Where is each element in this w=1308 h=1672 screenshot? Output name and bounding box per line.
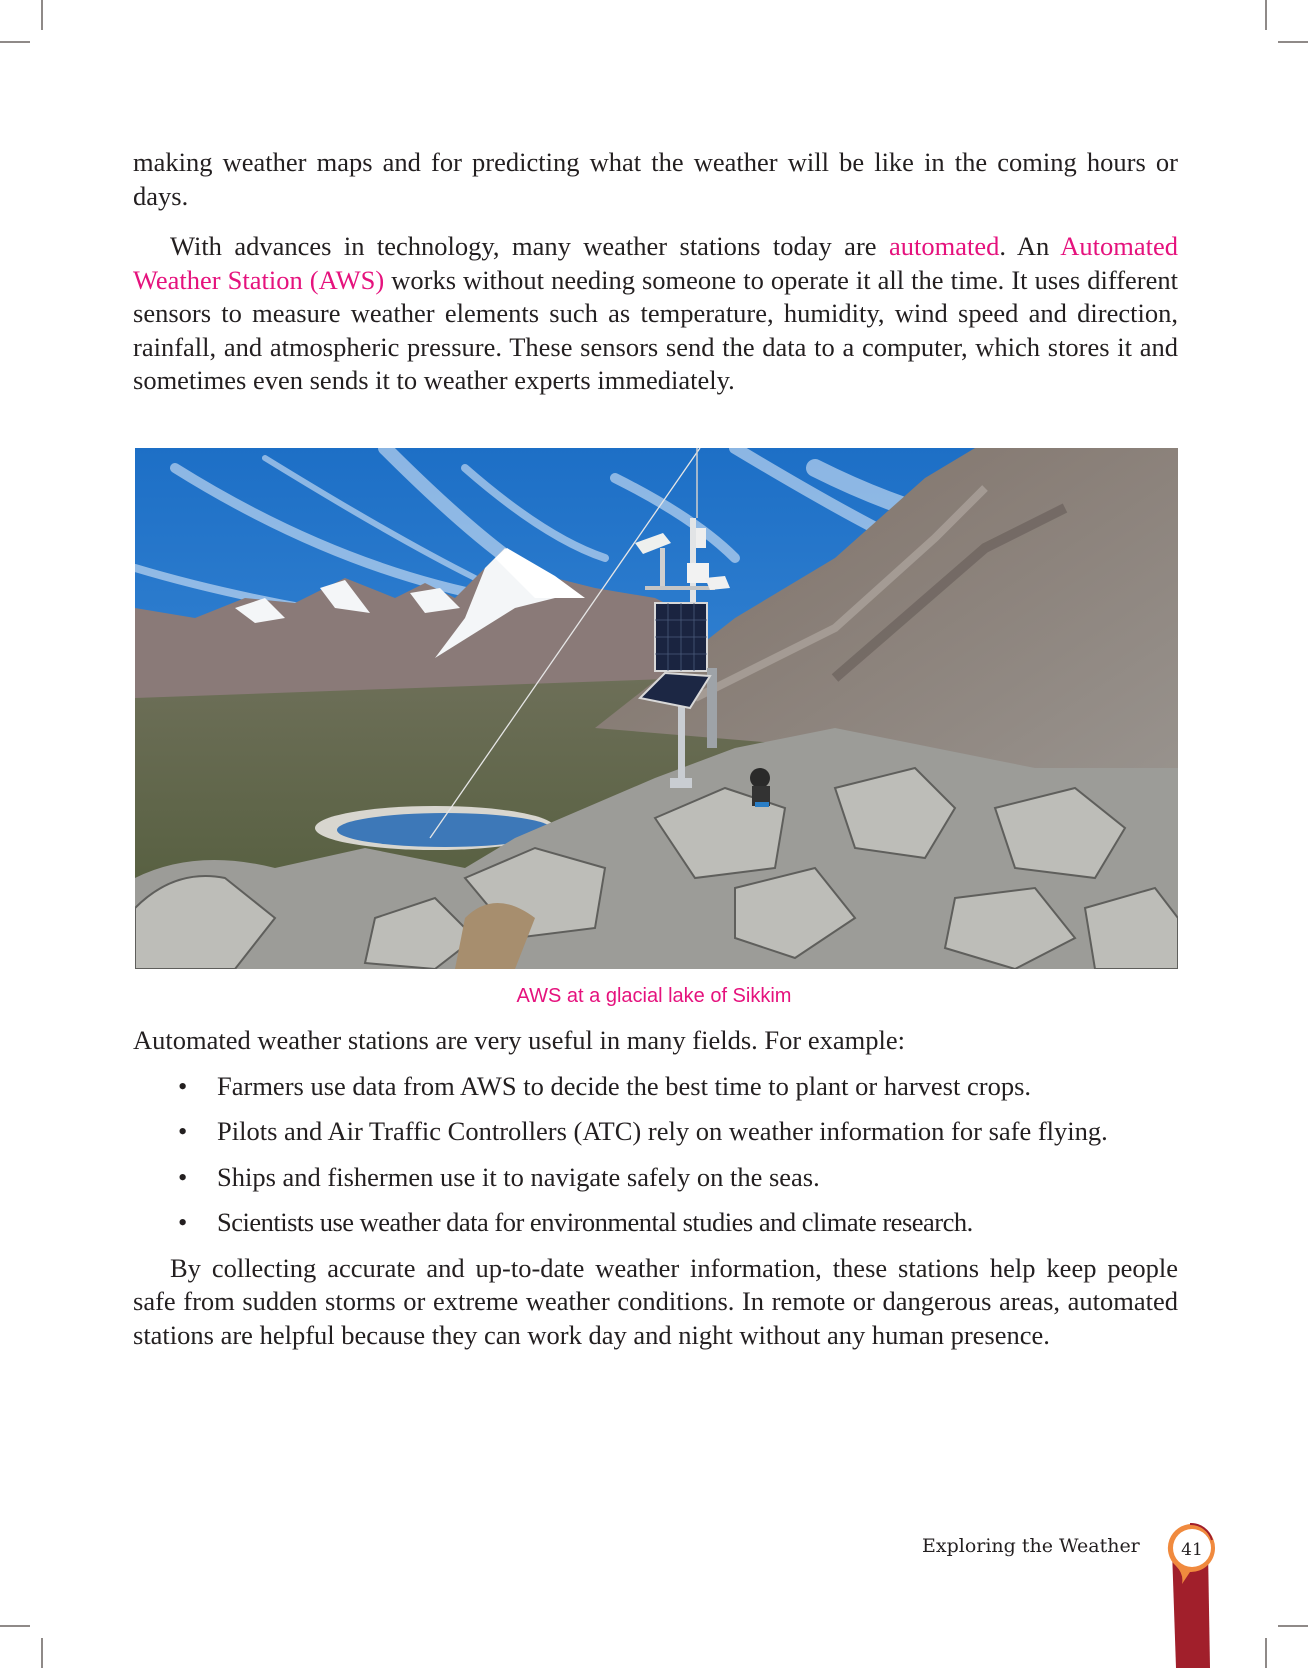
- crop-mark-top-left-v: [41, 0, 43, 30]
- crop-mark-top-left-h: [0, 41, 30, 43]
- upper-text: [133, 146, 1178, 398]
- crop-mark-bottom-right-h: [1278, 1625, 1308, 1627]
- page-number-tab: [1150, 1520, 1240, 1668]
- bullet-icon: •: [178, 1161, 188, 1192]
- figure-caption: AWS at a glacial lake of Sikkim: [516, 985, 792, 1007]
- page-number: 41: [1181, 1540, 1203, 1560]
- crop-mark-top-right-v: [1265, 0, 1267, 30]
- paragraph-usefulness: Automated weather stations are very useful in many fields. For example:: [133, 1025, 905, 1055]
- uses-list: [133, 1070, 1178, 1240]
- keyword-aws: Automated Weather Station (AWS): [133, 231, 1178, 295]
- aws-photo: [135, 448, 1178, 969]
- list-item: • Ships and fishermen use it to navigate safely on the seas.: [133, 1161, 1178, 1195]
- chapter-title-footer: Exploring the Weather: [922, 1535, 1140, 1557]
- paragraph-continuation: making weather maps and for predicting what the weather will be like in the coming hours or days.: [133, 147, 1178, 211]
- keyword-automated: automated: [888, 231, 1000, 261]
- crop-mark-bottom-left-h: [0, 1625, 30, 1627]
- bullet-icon: •: [178, 1070, 188, 1101]
- crop-mark-bottom-right-v: [1265, 1638, 1267, 1668]
- list-item: • Scientists use weather data for environmental studies and climate research.: [133, 1206, 1178, 1240]
- paragraph-aws-intro: With advances in technology, many weather stations today are automated. An Automated Weather Station (AWS) works without needing someone to operate it all the time. It uses different sensors to measure weather elements such as temperature, humidity, wind speed and direction, rainfall, and atmospheric pressure. These sensors send the data to a computer, which stores it and sometimes even sends it to weather experts immediately.: [133, 231, 1178, 395]
- list-item: • Pilots and Air Traffic Controllers (ATC) rely on weather information for safe flying.: [133, 1115, 1178, 1149]
- crop-mark-bottom-left-v: [41, 1638, 43, 1668]
- crop-mark-top-right-h: [1278, 41, 1308, 43]
- bullet-icon: •: [178, 1116, 188, 1146]
- bullet-icon: •: [178, 1207, 187, 1237]
- list-item: • Farmers use data from AWS to decide the best time to plant or harvest crops.: [133, 1070, 1178, 1104]
- lower-text: [133, 1024, 1178, 1352]
- paragraph-conclusion: By collecting accurate and up-to-date weather information, these stations help keep people safe from sudden storms or extreme weather conditions. In remote or dangerous areas, automated stations are helpful because they can work day and night without any human presence.: [133, 1252, 1178, 1350]
